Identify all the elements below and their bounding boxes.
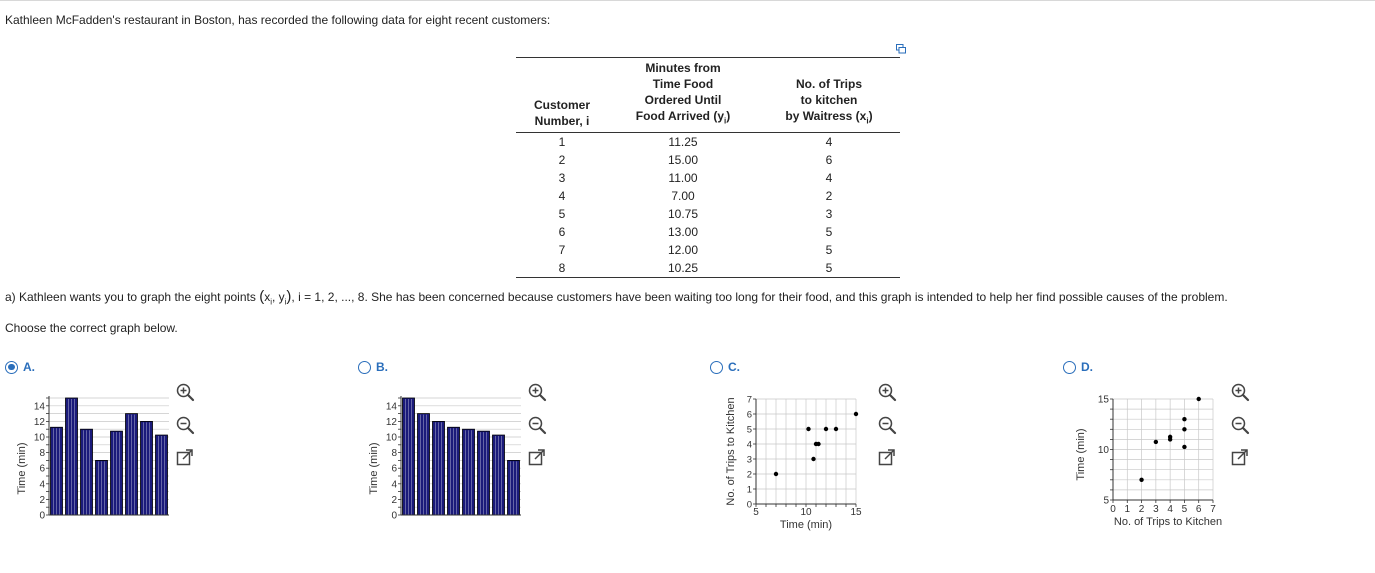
y-tick-label: 8 — [391, 448, 397, 460]
data-point — [1182, 417, 1186, 421]
data-point — [774, 472, 778, 476]
choose-instruction: Choose the correct graph below. — [5, 321, 178, 335]
table-row: 1 11.25 4 — [558, 135, 833, 150]
x-tick-label: 0 — [1110, 504, 1116, 515]
table-row: 6 13.00 5 — [558, 225, 833, 240]
option-a-radio[interactable] — [5, 361, 18, 374]
option-d-label: D. — [1081, 360, 1093, 374]
data-point — [1197, 397, 1201, 401]
popout-icon[interactable] — [527, 448, 547, 468]
x-tick-label: 15 — [850, 507, 862, 518]
y-tick-label: 4 — [746, 439, 752, 451]
data-point — [814, 442, 818, 446]
option-a-label: A. — [23, 360, 35, 374]
data-point — [1139, 478, 1143, 482]
y-tick-label: 5 — [746, 424, 752, 436]
col-header-minutes: Minutes from Time Food Ordered Until Food Arrived $(y_i)$ — [635, 61, 731, 126]
y-tick-label: 0 — [39, 510, 45, 522]
x-tick-label: 1 — [1124, 504, 1131, 515]
option-d-radio[interactable] — [1063, 361, 1076, 374]
data-point — [1182, 445, 1186, 449]
zoom-in-icon[interactable] — [527, 382, 547, 402]
y-axis-label: Time (min) — [1075, 428, 1087, 481]
y-tick-label: 2 — [746, 469, 752, 481]
option-b-radio[interactable] — [358, 361, 371, 374]
x-tick-label: 3 — [1153, 504, 1159, 515]
y-tick-label: 6 — [39, 463, 45, 475]
y-tick-label: 3 — [746, 454, 752, 466]
zoom-in-icon[interactable] — [877, 382, 897, 402]
graph-d-tools — [1230, 382, 1252, 481]
y-tick-label: 0 — [746, 499, 752, 511]
option-b[interactable] — [358, 360, 388, 374]
zoom-out-icon[interactable] — [1230, 415, 1250, 435]
x-tick-label: 2 — [1138, 504, 1145, 515]
y-axis-label: Time (min) — [16, 442, 28, 495]
table-row: 5 10.75 3 — [558, 207, 833, 222]
y-tick-label: 1 — [746, 484, 752, 496]
table-row: 4 7.00 2 — [558, 189, 833, 204]
x-tick-label: 5 — [1181, 504, 1188, 515]
y-tick-label: 5 — [1103, 495, 1109, 507]
zoom-out-icon[interactable] — [175, 415, 195, 435]
y-tick-label: 10 — [385, 432, 397, 444]
table-row: 3 11.00 4 — [558, 171, 833, 186]
y-tick-label: 2 — [391, 494, 397, 506]
graph-c-scatter-plot — [720, 388, 870, 538]
customer-data-table — [516, 57, 900, 278]
option-c[interactable] — [710, 360, 740, 374]
x-tick-label: 10 — [800, 507, 812, 518]
graph-c-tools — [877, 382, 899, 481]
y-tick-label: 7 — [746, 394, 752, 406]
y-tick-label: 14 — [385, 401, 397, 413]
y-tick-label: 10 — [33, 432, 45, 444]
y-tick-label: 8 — [39, 448, 45, 460]
x-tick-label: 6 — [1195, 504, 1202, 515]
x-axis-label: No. of Trips to Kitchen — [1113, 516, 1223, 528]
zoom-out-icon[interactable] — [527, 415, 547, 435]
y-tick-label: 4 — [391, 479, 397, 491]
data-point — [824, 427, 828, 431]
y-tick-label: 10 — [1097, 445, 1109, 456]
y-tick-label: 2 — [39, 494, 45, 506]
y-axis-label: No. of Trips to Kitchen — [725, 397, 737, 506]
popout-icon[interactable] — [175, 448, 195, 468]
x-tick-label: 4 — [1167, 504, 1173, 515]
table-header-row — [516, 58, 900, 133]
y-tick-label: 4 — [39, 479, 45, 491]
option-a[interactable] — [5, 360, 35, 374]
col-header-trips: No. of Trips to kitchen by Waitress $(x_i)$ — [785, 77, 873, 126]
zoom-in-icon[interactable] — [1230, 382, 1250, 402]
intro-text: Kathleen McFadden's restaurant in Boston, has recorded the following data for eight recent customers: — [5, 13, 551, 27]
data-point — [1182, 427, 1186, 431]
y-tick-label: 12 — [33, 416, 45, 428]
graph-a-tools — [175, 382, 197, 481]
popout-icon[interactable] — [877, 448, 897, 468]
x-tick-label: 7 — [1210, 504, 1216, 515]
top-divider — [0, 0, 1375, 1]
graph-b-tools — [527, 382, 549, 481]
data-point — [854, 412, 858, 416]
table-row: 8 10.25 5 — [516, 259, 900, 278]
zoom-out-icon[interactable] — [877, 415, 897, 435]
data-point — [806, 427, 810, 431]
graph-a-bar-chart — [10, 388, 175, 528]
copy-table-icon[interactable] — [896, 44, 906, 54]
table-row: 7 12.00 5 — [558, 243, 833, 258]
y-axis-label: Time (min) — [368, 442, 380, 495]
table-row: 2 15.00 6 — [558, 153, 833, 168]
data-point — [1154, 440, 1158, 444]
col-header-customer: Customer Number, i — [533, 98, 590, 129]
zoom-in-icon[interactable] — [175, 382, 195, 402]
data-point — [811, 457, 815, 461]
option-d[interactable] — [1063, 360, 1093, 374]
x-tick-label: 5 — [753, 507, 759, 518]
option-b-label: B. — [376, 360, 388, 374]
data-point — [834, 427, 838, 431]
data-point — [1168, 437, 1172, 441]
question-text: a) Kathleen wants you to graph the eight points ($x_i$, $y_i$), i = 1, 2, ..., 8. She has been concerned because customers have been waiting too long for their food, and this graph is intended to help her find possible causes of the problem. — [5, 288, 1228, 307]
y-tick-label: 15 — [1097, 394, 1109, 406]
y-tick-label: 12 — [385, 416, 397, 428]
option-c-radio[interactable] — [710, 361, 723, 374]
graph-b-bar-chart — [362, 388, 527, 528]
popout-icon[interactable] — [1230, 448, 1250, 468]
y-tick-label: 6 — [391, 463, 397, 475]
x-axis-label: Time (min) — [779, 519, 833, 531]
y-tick-label: 14 — [33, 401, 45, 413]
y-tick-label: 6 — [746, 409, 752, 421]
graph-d-scatter-plot — [1070, 388, 1230, 538]
option-c-label: C. — [728, 360, 740, 374]
y-tick-label: 0 — [391, 510, 397, 522]
